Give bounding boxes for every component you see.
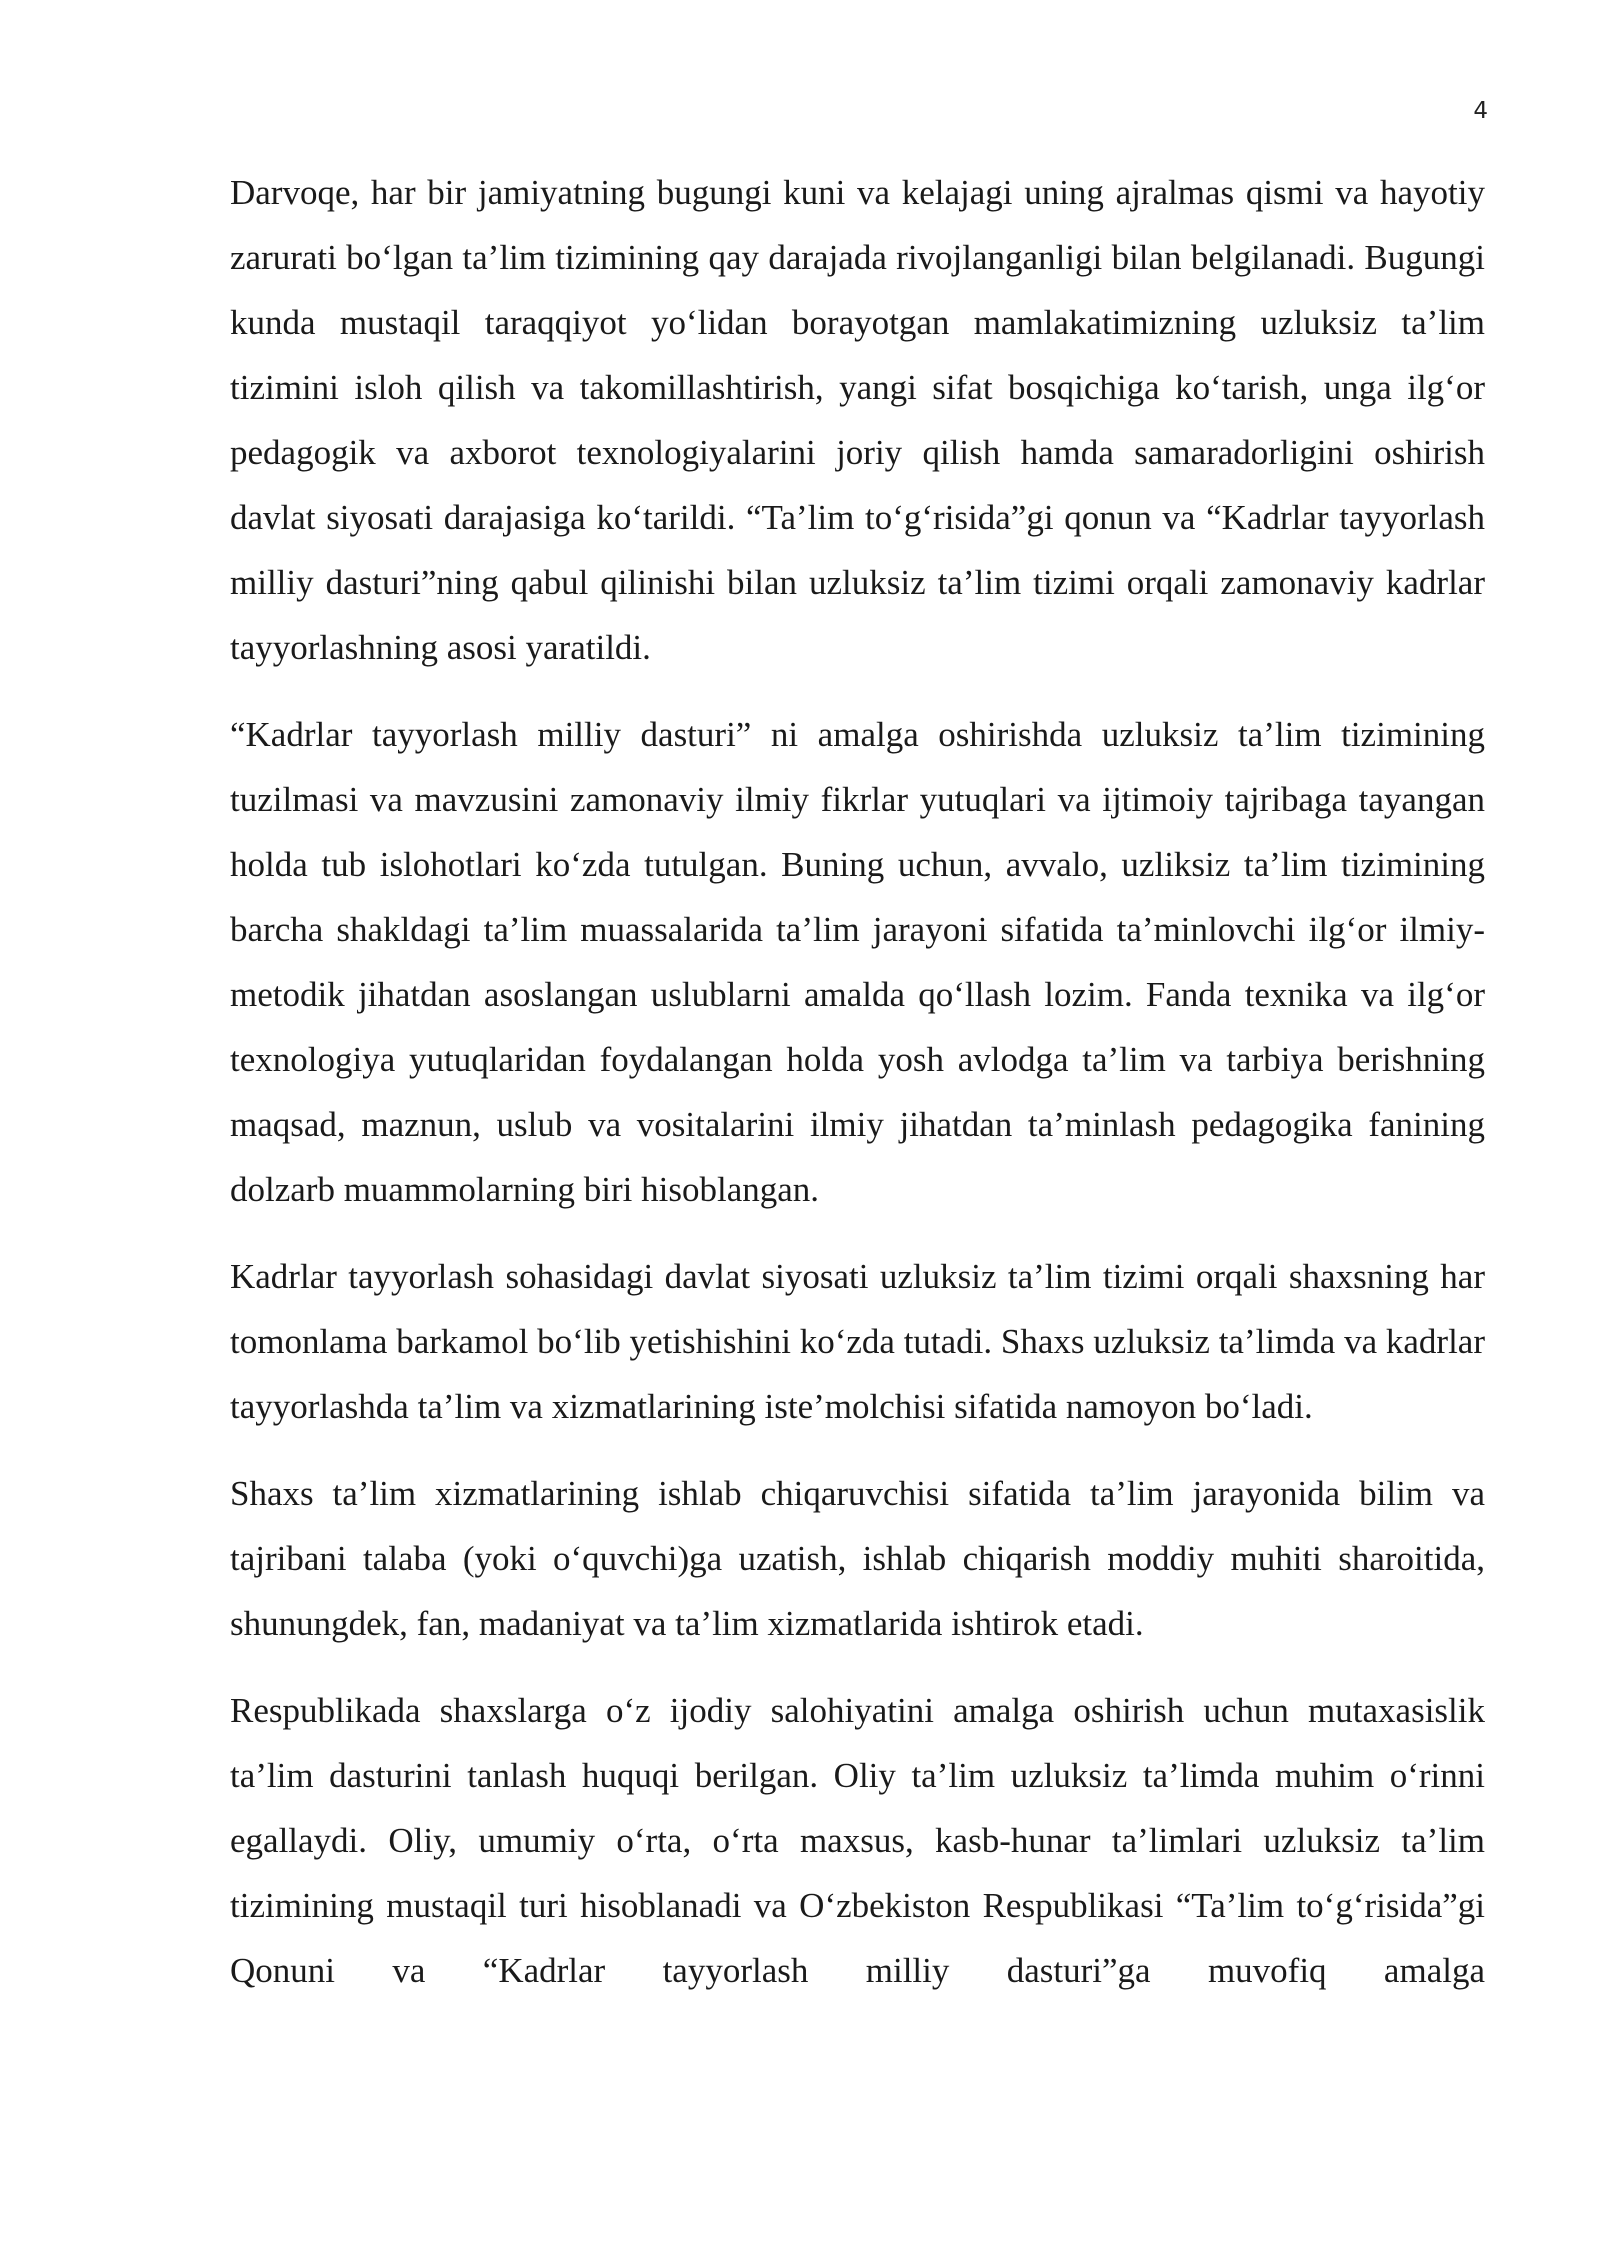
document-body (230, 160, 1485, 2025)
paragraph-5: Respublikada shaxslarga o‘z ijodiy salohiyatini amalga oshirish uchun mutaxasislik ta’lim dasturini tanlash huquqi berilgan. Oliy ta’lim uzluksiz ta’limda muhim o‘rinni egallaydi. Oliy, umumiy o‘rta, o‘rta maxsus, kasb-hunar ta’limlari uzluksiz ta’lim tizimining mustaqil turi hisoblanadi va O‘zbekiston Respublikasi “Ta’lim to‘g‘risida”gi Qonuni va “Kadrlar tayyorlash milliy dasturi”ga muvofiq amalga (230, 1691, 1485, 1990)
paragraph-4: Shaxs ta’lim xizmatlarining ishlab chiqaruvchisi sifatida ta’lim jarayonida bilim va tajribani talaba (yoki o‘quvchi)ga uzatish, ishlab chiqarish moddiy muhiti sharoitida, shunungdek, fan, madaniyat va ta’lim xizmatlarida ishtirok etadi. (230, 1474, 1485, 1643)
paragraph-3: Kadrlar tayyorlash sohasidagi davlat siyosati uzluksiz ta’lim tizimi orqali shaxsning har tomonlama barkamol bo‘lib yetishishini ko‘zda tutadi. Shaxs uzluksiz ta’limda va kadrlar tayyorlashda ta’lim va xizmatlarining iste’molchisi sifatida namoyon bo‘ladi. (230, 1257, 1485, 1426)
paragraph-2: “Kadrlar tayyorlash milliy dasturi” ni amalga oshirishda uzluksiz ta’lim tizimining tuzilmasi va mavzusini zamonaviy ilmiy fikrlar yutuqlari va ijtimoiy tajribaga tayangan holda tub islohotlari ko‘zda tutulgan. Buning uchun, avvalo, uzliksiz ta’lim tizimining barcha shakldagi ta’lim muassalarida ta’lim jarayoni sifatida ta’minlovchi ilg‘or ilmiy-metodik jihatdan asoslangan uslublarni amalda qo‘llash lozim. Fanda texnika va ilg‘or texnologiya yutuqlaridan foydalangan holda yosh avlodga ta’lim va tarbiya berishning maqsad, maznun, uslub va vositalarini ilmiy jihatdan ta’minlash pedagogika fanining dolzarb muammolarning biri hisoblangan. (230, 715, 1485, 1209)
paragraph-1: Darvoqe, har bir jamiyatning bugungi kuni va kelajagi uning ajralmas qismi va hayotiy zarurati bo‘lgan ta’lim tizimining qay darajada rivojlanganligi bilan belgilanadi. Bugungi kunda mustaqil taraqqiyot yo‘lidan borayotgan mamlakatimizning uzluksiz ta’lim tizimini isloh qilish va takomillashtirish, yangi sifat bosqichiga ko‘tarish, unga ilg‘or pedagogik va axborot texnologiyalarini joriy qilish hamda samaradorligini oshirish davlat siyosati darajasiga ko‘tarildi. “Ta’lim to‘g‘risida”gi qonun va “Kadrlar tayyorlash milliy dasturi”ning qabul qilinishi bilan uzluksiz ta’lim tizimi orqali zamonaviy kadrlar tayyorlashning asosi yaratildi. (230, 173, 1485, 667)
page-number: 4 (1473, 98, 1488, 124)
